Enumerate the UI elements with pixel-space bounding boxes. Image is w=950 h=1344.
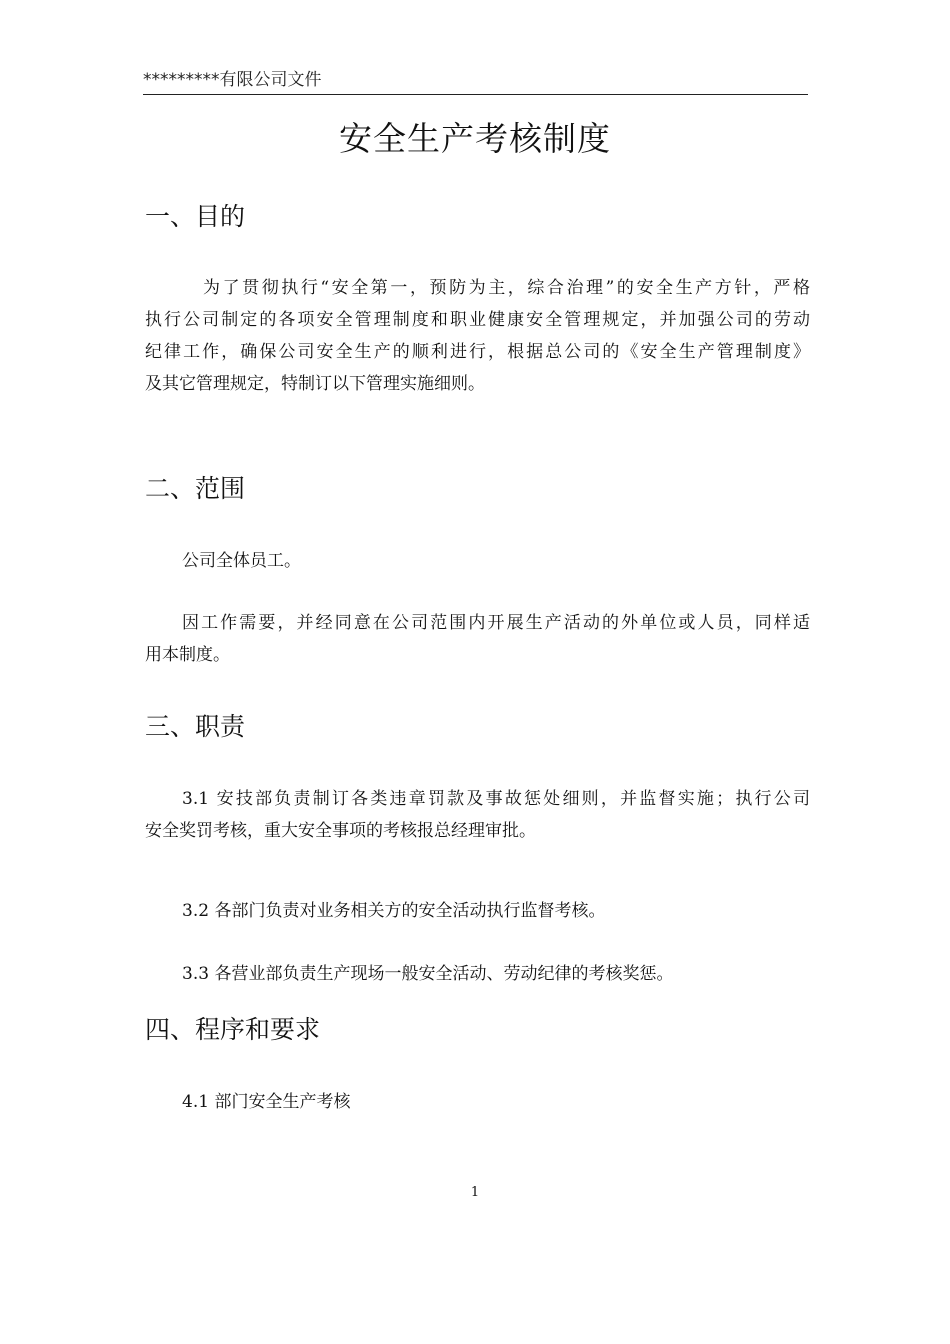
- paragraph-line: 纪律工作，确保公司安全生产的顺利进行，根据总公司的《安全生产管理制度》: [145, 342, 810, 362]
- paragraph-procedure-4-1: 4.1 部门安全生产考核: [182, 1092, 351, 1112]
- paragraph-line: 3.1 安技部负责制订各类违章罚款及事故惩处细则，并监督实施；执行公司: [182, 789, 810, 809]
- paragraph-scope-1: 公司全体员工。: [182, 551, 301, 571]
- document-title: 安全生产考核制度: [339, 119, 611, 158]
- section-heading-procedure: 四、程序和要求: [145, 1015, 321, 1044]
- paragraph-line: 因工作需要，并经同意在公司范围内开展生产活动的外单位或人员，同样适: [182, 613, 810, 633]
- section-heading-scope: 二、范围: [145, 474, 246, 503]
- paragraph-line: 执行公司制定的各项安全管理制度和职业健康安全管理规定，并加强公司的劳动: [145, 310, 810, 330]
- page-number: 1: [470, 1185, 480, 1200]
- paragraph-duty-3-3: 3.3 各营业部负责生产现场一般安全活动、劳动纪律的考核奖惩。: [182, 964, 674, 984]
- paragraph-line: 安全奖罚考核，重大安全事项的考核报总经理审批。: [145, 821, 536, 841]
- header-rule: [143, 94, 808, 95]
- header-company-name: *********有限公司文件: [143, 70, 322, 90]
- paragraph-scope-2: [145, 607, 810, 671]
- paragraph-duty-3-1: [145, 783, 810, 847]
- paragraph-purpose: [145, 272, 810, 400]
- paragraph-line: 用本制度。: [145, 645, 230, 665]
- section-heading-purpose: 一、目的: [145, 202, 246, 231]
- paragraph-line: 为了贯彻执行“安全第一，预防为主，综合治理”的安全生产方针，严格: [203, 278, 810, 298]
- section-heading-duties: 三、职责: [145, 712, 246, 741]
- paragraph-duty-3-2: 3.2 各部门负责对业务相关方的安全活动执行监督考核。: [182, 901, 606, 921]
- paragraph-line: 及其它管理规定，特制订以下管理实施细则。: [145, 374, 485, 394]
